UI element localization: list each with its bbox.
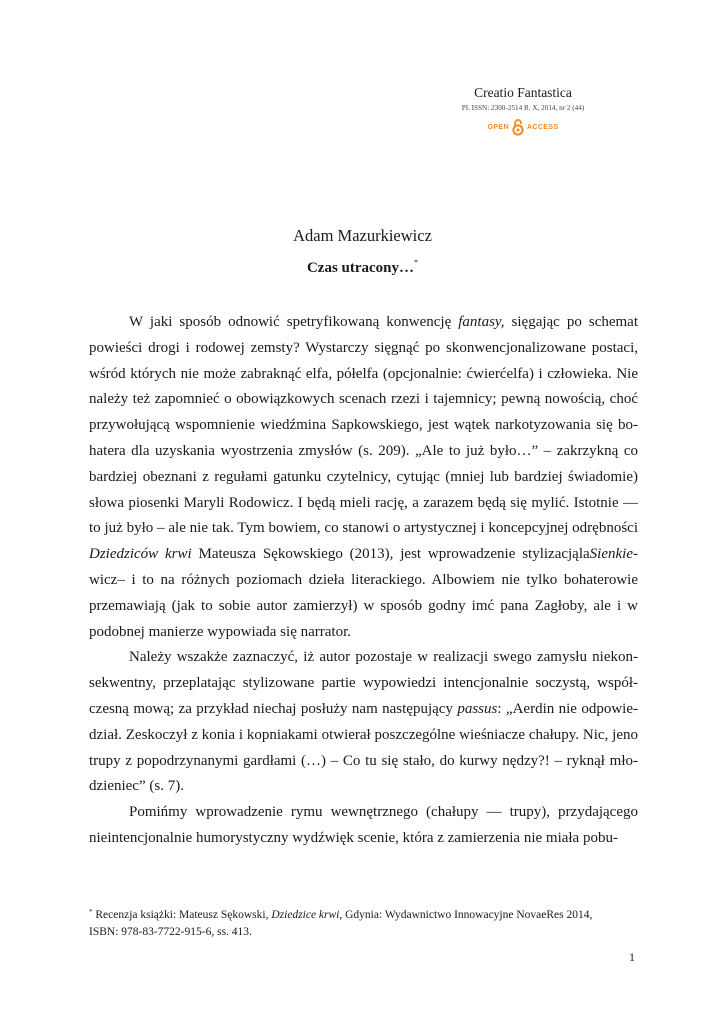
text-line: Dziedziców krwi Mateusza Sękowskiego (2013), jest wprowadzenie stylizacjąlaSienkie-: [89, 546, 638, 563]
article-title: [0, 258, 725, 277]
text-line: W jaki sposób odnowić spetryfikowaną konwencję fantasy, sięgając po schemat: [129, 314, 639, 330]
journal-name: Creatio Fantastica: [474, 85, 572, 100]
article-body: [89, 310, 638, 852]
text-line: podobnej manierze wypowiada się narrator.: [89, 623, 351, 640]
text-line: sekwentny, przeplatając stylizowane partie wypowiedzi intencjonalnie soczystą, współ-: [89, 675, 638, 692]
footnote-book-title: Dziedzice krwi: [271, 909, 340, 921]
page-number: 1: [629, 950, 635, 964]
open-access-label-left: OPEN: [487, 123, 509, 131]
text-line: dział. Zeskoczył z konia i kopniakami otwierał poszczególne wieśniacze chałupy. Nic, jeno: [89, 726, 638, 743]
text-line: przemawiają (jak to sobie autor zamierzył) w sposób godny imć pana Zagłoby, ale i w: [89, 597, 638, 614]
text-line: przywołującą wspomnienie wiedźmina Sapkowskiego, jest wątek narkotyzowania się bo-: [89, 417, 638, 434]
article-author: Adam Mazurkiewicz: [293, 226, 432, 245]
text-line: Należy wszakże zaznaczyć, iż autor pozostaje w realizacji swego zamysłu niekon-: [129, 649, 638, 666]
text-line: Pomińmy wprowadzenie rymu wewnętrznego (chałupy — trupy), przydającego: [129, 804, 638, 821]
text-line: wśród których nie może zabraknąć elfa, półelfa (opcjonalnie: ćwierćelfa) i człowieka. Nie: [89, 365, 638, 382]
title-footnote-mark: *: [414, 258, 419, 267]
footnote-mark: *: [89, 908, 93, 916]
open-access-badge: [423, 118, 623, 136]
open-access-lock-icon: [512, 118, 524, 136]
text-line: dzieniec” (s. 7).: [89, 778, 184, 795]
text-line: bardziej obeznani z regułami gatunku czytelnicy, cytując (mniej lub bardziej świadomie): [89, 468, 638, 485]
footnote-line-2: ISBN: 978-83-7722-915-6, ss. 413.: [89, 926, 252, 938]
text-line: słowa piosenki Maryli Rodowicz. I będą mieli rację, a zarazem będą się mylić. Istotnie —: [89, 494, 638, 511]
journal-header: [423, 85, 623, 136]
text-line: hatera dla uzyskania wyostrzenia zmysłów (s. 209). „Ale to już było…” – zakrzykną co: [89, 442, 638, 459]
text-line: wicz– i to na różnych poziomach dzieła literackiego. Albowiem nie tylko bohaterowie: [89, 571, 638, 588]
open-access-label-right: ACCESS: [526, 123, 559, 131]
text-line: trupy z popodrzynanymi gardłami (…) – Co tu się stało, do kurwy nędzy?! – ryknął mło-: [89, 752, 638, 769]
text-line: czesną mową; za przykład niechaj posłuży nam następujący passus: „Aerdin nie odpowie-: [89, 700, 638, 717]
article-title-text: Czas utracony…: [306, 260, 415, 276]
text-line: to już było – ale nie tak. Tym bowiem, co stanowi o artystycznej i koncepcyjnej odrębności: [89, 520, 638, 537]
journal-issn: PL ISSN: 2300-2514 R. X, 2014, nr 2 (44): [461, 104, 585, 112]
footnote: [89, 904, 638, 941]
text-line: powieści drogi i rodowej zemsty? Wystarczy sięgnąć po skonwencjonalizowane postaci,: [89, 339, 638, 356]
text-line: należy też zapomnieć o obowiązkowych scenach rzezi i tajemnicy; pewną nowością, choć: [89, 391, 638, 408]
footnote-line-1: * Recenzja książki: Mateusz Sękowski, Dziedzice krwi, Gdynia: Wydawnictwo Innowacyjne NovaeRes 2014,: [89, 908, 593, 921]
text-line: nieintencjonalnie humorystyczny wydźwięk scenie, która z zamierzenia nie miała pobu-: [89, 829, 618, 846]
